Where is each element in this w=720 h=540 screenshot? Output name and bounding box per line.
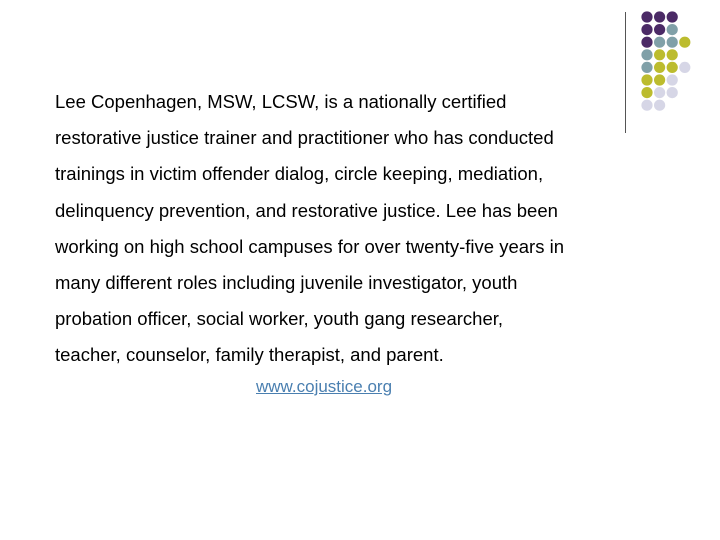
- bio-line-6: many different roles including juvenile investigator, youth: [55, 272, 518, 294]
- website-link[interactable]: www.cojustice.org: [256, 377, 393, 396]
- decorative-dot-lavender: [667, 74, 678, 85]
- bio-line-4: delinquency prevention, and restorative justice. Lee has been: [55, 199, 558, 221]
- decorative-dot-teal: [641, 49, 652, 60]
- bio-line-7: probation officer, social worker, youth gang researcher,: [55, 308, 504, 330]
- decorative-dot-olive: [667, 62, 678, 73]
- decorative-dot-olive: [679, 37, 690, 48]
- decorative-dot-purple: [641, 24, 652, 35]
- decorative-dot-purple: [641, 37, 652, 48]
- decorative-dot-lavender: [679, 62, 690, 73]
- decorative-dot-purple: [654, 11, 665, 22]
- decorative-dot-teal: [641, 62, 652, 73]
- decorative-dot-purple: [654, 24, 665, 35]
- decorative-dot-teal: [654, 37, 665, 48]
- bio-line-5: working on high school campuses for over twenty-five years in: [55, 235, 564, 257]
- bio-line-2: restorative justice trainer and practitioner who has conducted: [55, 127, 554, 149]
- bio-paragraph: [55, 84, 655, 374]
- decorative-dot-purple: [641, 11, 652, 22]
- decorative-dot-olive: [654, 49, 665, 60]
- decorative-dot-lavender: [667, 87, 678, 98]
- decorative-dot-lavender: [654, 87, 665, 98]
- decorative-dot-teal: [667, 37, 678, 48]
- bio-line-8: teacher, counselor, family therapist, and parent.: [55, 344, 444, 366]
- decorative-dot-olive: [654, 74, 665, 85]
- decorative-dot-teal: [667, 24, 678, 35]
- bio-line-1: Lee Copenhagen, MSW, LCSW, is a nationally certified: [55, 91, 507, 112]
- decorative-dot-olive: [654, 62, 665, 73]
- decorative-dot-olive: [667, 49, 678, 60]
- decorative-dot-purple: [667, 11, 678, 22]
- decorative-dot-lavender: [654, 100, 665, 111]
- bio-line-3: trainings in victim offender dialog, circle keeping, mediation,: [55, 163, 544, 185]
